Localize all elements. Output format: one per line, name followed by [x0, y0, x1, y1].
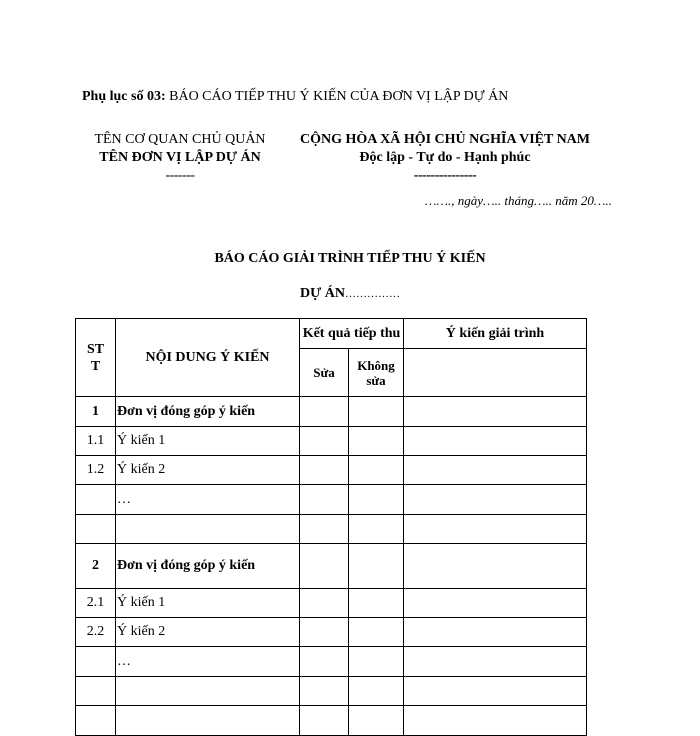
project-unit-name: TÊN ĐƠN VỊ LẬP DỰ ÁN [99, 150, 261, 165]
row-fixed-cell [300, 706, 349, 736]
row-content [116, 677, 300, 706]
agency-header [80, 131, 280, 185]
row-stt [76, 647, 116, 677]
row-explanation-cell [404, 706, 587, 736]
row-not-fixed-cell [349, 544, 404, 589]
row-explanation-cell [404, 647, 587, 677]
row-stt: 1.1 [76, 427, 116, 456]
table-row [76, 618, 587, 647]
appendix-heading [82, 89, 508, 105]
project-line [0, 286, 700, 302]
row-not-fixed-cell [349, 589, 404, 618]
row-content: Đơn vị đóng góp ý kiến [116, 544, 300, 589]
row-fixed-cell [300, 515, 349, 544]
row-not-fixed-cell [349, 677, 404, 706]
header-stt [76, 319, 116, 397]
table-row [76, 485, 587, 515]
row-stt: 2.1 [76, 589, 116, 618]
row-explanation-cell [404, 618, 587, 647]
header-stt-label: STT [86, 341, 105, 374]
row-explanation-cell [404, 677, 587, 706]
header-explanation-empty [404, 349, 587, 397]
row-not-fixed-cell [349, 706, 404, 736]
row-stt: 1.2 [76, 456, 116, 485]
table-row [76, 647, 587, 677]
row-stt [76, 485, 116, 515]
row-content: … [116, 485, 300, 515]
row-explanation-cell [404, 456, 587, 485]
table-row [76, 706, 587, 736]
agency-separator: ------- [165, 168, 195, 183]
national-separator: --------------- [413, 168, 477, 183]
row-not-fixed-cell [349, 427, 404, 456]
row-stt [76, 677, 116, 706]
appendix-label: Phụ lục số 03: [82, 89, 166, 104]
row-fixed-cell [300, 456, 349, 485]
row-stt [76, 706, 116, 736]
row-not-fixed-cell [349, 397, 404, 427]
table-row [76, 515, 587, 544]
row-stt [76, 515, 116, 544]
row-fixed-cell [300, 647, 349, 677]
row-not-fixed-cell [349, 485, 404, 515]
date-line: ……., ngày….. tháng….. năm 20….. [424, 193, 612, 208]
row-not-fixed-cell [349, 647, 404, 677]
appendix-title: BÁO CÁO TIẾP THU Ý KIẾN CỦA ĐƠN VỊ LẬP DỰ ÁN [169, 89, 509, 104]
row-content [116, 706, 300, 736]
header-not-fixed-label: Không sửa [357, 357, 395, 388]
row-fixed-cell [300, 427, 349, 456]
row-stt: 2.2 [76, 618, 116, 647]
project-name-placeholder: …………… [344, 288, 400, 300]
header-fixed: Sửa [300, 349, 349, 397]
national-title: CỘNG HÒA XÃ HỘI CHỦ NGHĨA VIỆT NAM [299, 132, 590, 147]
feedback-table [75, 318, 587, 736]
national-motto: Độc lập - Tự do - Hạnh phúc [359, 150, 531, 165]
row-explanation-cell [404, 544, 587, 589]
row-explanation-cell [404, 515, 587, 544]
header-content: NỘI DUNG Ý KIẾN [116, 319, 300, 397]
row-not-fixed-cell [349, 456, 404, 485]
table-row [76, 427, 587, 456]
row-fixed-cell [300, 677, 349, 706]
row-content: Ý kiến 1 [116, 589, 300, 618]
header-not-fixed [349, 349, 404, 397]
row-explanation-cell [404, 485, 587, 515]
row-fixed-cell [300, 589, 349, 618]
table-row [76, 589, 587, 618]
row-explanation-cell [404, 589, 587, 618]
row-fixed-cell [300, 485, 349, 515]
table-row [76, 397, 587, 427]
parent-agency-name: TÊN CƠ QUAN CHỦ QUẢN [94, 132, 266, 147]
table-row [76, 544, 587, 589]
row-not-fixed-cell [349, 515, 404, 544]
header-result: Kết quả tiếp thu [300, 319, 404, 349]
row-content: … [116, 647, 300, 677]
report-title: BÁO CÁO GIẢI TRÌNH TIẾP THU Ý KIẾN [214, 251, 486, 266]
table-row [76, 677, 587, 706]
row-stt: 2 [76, 544, 116, 589]
row-fixed-cell [300, 618, 349, 647]
row-fixed-cell [300, 544, 349, 589]
row-content: Ý kiến 2 [116, 618, 300, 647]
row-stt: 1 [76, 397, 116, 427]
national-header [285, 131, 605, 185]
project-label: DỰ ÁN [300, 286, 345, 301]
row-content: Ý kiến 1 [116, 427, 300, 456]
row-content: Đơn vị đóng góp ý kiến [116, 397, 300, 427]
row-fixed-cell [300, 397, 349, 427]
row-explanation-cell [404, 427, 587, 456]
table-row [76, 456, 587, 485]
row-content: Ý kiến 2 [116, 456, 300, 485]
row-explanation-cell [404, 397, 587, 427]
table-header-row [76, 319, 587, 349]
header-explanation: Ý kiến giải trình [404, 319, 587, 349]
row-content [116, 515, 300, 544]
row-not-fixed-cell [349, 618, 404, 647]
